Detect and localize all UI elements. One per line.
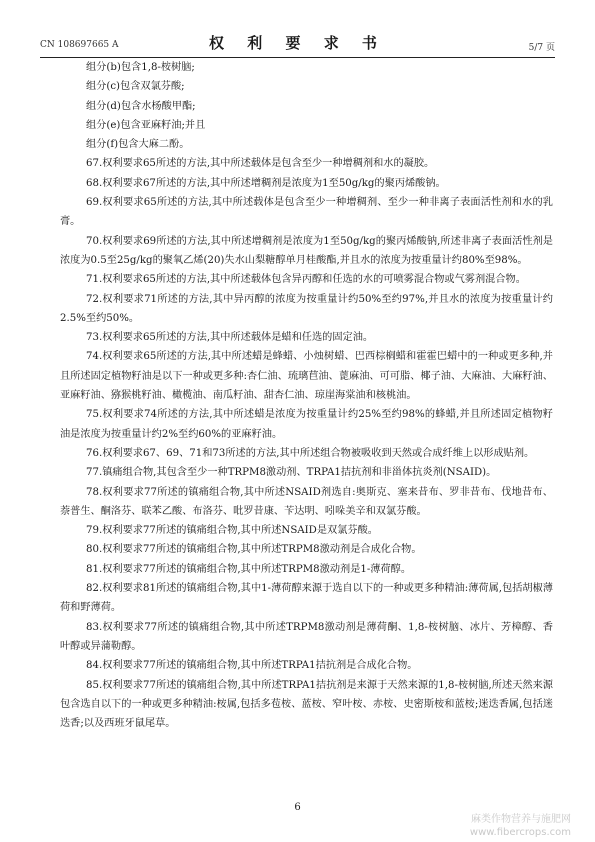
watermark-site-name: 麻类作物营养与施肥网 (471, 814, 571, 825)
page-indicator: 5/7 页 (528, 43, 555, 53)
claim-67: 67.权利要求65所述的方法,其中所述载体是包含至少一种增稠剂和水的凝胶。 (86, 158, 435, 170)
component-item: 组分(c)包含双氯芬酸; (86, 81, 185, 93)
claim-70: 70.权利要求69所述的方法,其中所述增稠剂是浓度为1至50g/kg的聚丙烯酸钠,所述非离子表面活性剂是浓度为0.5至25g/kg的聚氧乙烯(20)失水山梨糖醇单月桂酸酯,并且水的浓度为按重量计约80%至98%。 (60, 235, 553, 266)
component-item: 组分(e)包含亚麻籽油;并且 (86, 119, 206, 131)
claim-85: 85.权利要求77所述的镇痛组合物,其中所述TRPA1拮抗剂是来源于天然来源的1,8-桉树脑,所述天然来源包含选自以下的一种或更多种精油:桉属,包括多苞桉、蓝桉、窄叶桉、赤桉、史密斯桉和蓝桉;迷迭香属,包括迷迭香;以及西班牙鼠尾草。 (60, 679, 553, 730)
claim-79: 79.权利要求77所述的镇痛组合物,其中所述NSAID是双氯芬酸。 (86, 525, 378, 537)
claim-83: 83.权利要求77所述的镇痛组合物,其中所述TRPM8激动剂是薄荷酮、1,8-桉树脑、冰片、芳樟醇、香叶醇或异蒲勒醇。 (60, 621, 553, 652)
page-header (40, 30, 555, 60)
claim-78: 78.权利要求77所述的镇痛组合物,其中所述NSAID剂选自:奥斯克、塞来昔布、罗非昔布、伐地昔布、萘普生、酮洛芬、联苯乙酸、布洛芬、吡罗昔康、苄达明、吲哚美辛和双氯芬酸。 (60, 486, 553, 517)
component-item: 组分(f)包含大麻二酚。 (86, 139, 190, 151)
watermark (470, 813, 571, 839)
claim-76: 76.权利要求67、69、71和73所述的方法,其中所述组合物被吸收到天然或合成纤维上以形成贴剂。 (86, 447, 535, 459)
component-item: 组分(b)包含1,8-桉树脑; (86, 62, 195, 73)
claim-84: 84.权利要求77所述的镇痛组合物,其中所述TRPA1拮抗剂是合成化合物。 (86, 660, 418, 672)
claim-81: 81.权利要求77所述的镇痛组合物,其中所述TRPM8激动剂是1-薄荷醇。 (86, 563, 412, 575)
claim-74: 74.权利要求65所述的方法,其中所述蜡是蜂蜡、小烛树蜡、巴西棕榈蜡和霍霍巴蜡中的一种或更多种,并且所述固定植物籽油是以下一种或更多种:杏仁油、琉璃苣油、蓖麻油、可可脂、椰子油、大麻油、大麻籽油、亚麻籽油、猕猴桃籽油、橄榄油、南瓜籽油、甜杏仁油、琼崖海棠油和核桃油。 (60, 351, 553, 402)
claim-69: 69.权利要求65所述的方法,其中所述载体是包含至少一种增稠剂、至少一种非离子表面活性剂和水的乳膏。 (60, 197, 553, 228)
page-number: 6 (294, 802, 301, 813)
claim-75: 75.权利要求74所述的方法,其中所述蜡是浓度为按重量计约25%至约98%的蜂蜡,并且所述固定植物籽油是浓度为按重量计约2%至约60%的亚麻籽油。 (60, 409, 553, 440)
component-item: 组分(d)包含水杨酸甲酯; (86, 100, 196, 112)
claim-68: 68.权利要求67所述的方法,其中所述增稠剂是浓度为1至50g/kg的聚丙烯酸钠。 (86, 177, 446, 189)
watermark-url: www.fibercrops.com (469, 827, 571, 838)
claims-body (60, 58, 553, 733)
claim-82: 82.权利要求81所述的镇痛组合物,其中1-薄荷醇来源于选自以下的一种或更多种精油:薄荷属,包括胡椒薄荷和野薄荷。 (60, 583, 553, 614)
publication-number: CN 108697665 A (40, 40, 119, 50)
claim-72: 72.权利要求71所述的方法,其中异丙醇的浓度为按重量计约50%至约97%,并且水的浓度为按重量计约2.5%至约50%。 (60, 293, 553, 324)
claim-73: 73.权利要求65所述的方法,其中所述载体是蜡和任选的固定油。 (86, 332, 374, 344)
claim-71: 71.权利要求65所述的方法,其中所述载体包含异丙醇和任选的水的可喷雾混合物或气雾剂混合物。 (86, 274, 526, 286)
claim-80: 80.权利要求77所述的镇痛组合物,其中所述TRPM8激动剂是合成化合物。 (86, 544, 422, 556)
claim-77: 77.镇痛组合物,其包含至少一种TRPM8激动剂、TRPA1拮抗剂和非甾体抗炎剂(NSAID)。 (86, 467, 497, 479)
page-title: 权 利 要 求 书 (209, 34, 386, 52)
